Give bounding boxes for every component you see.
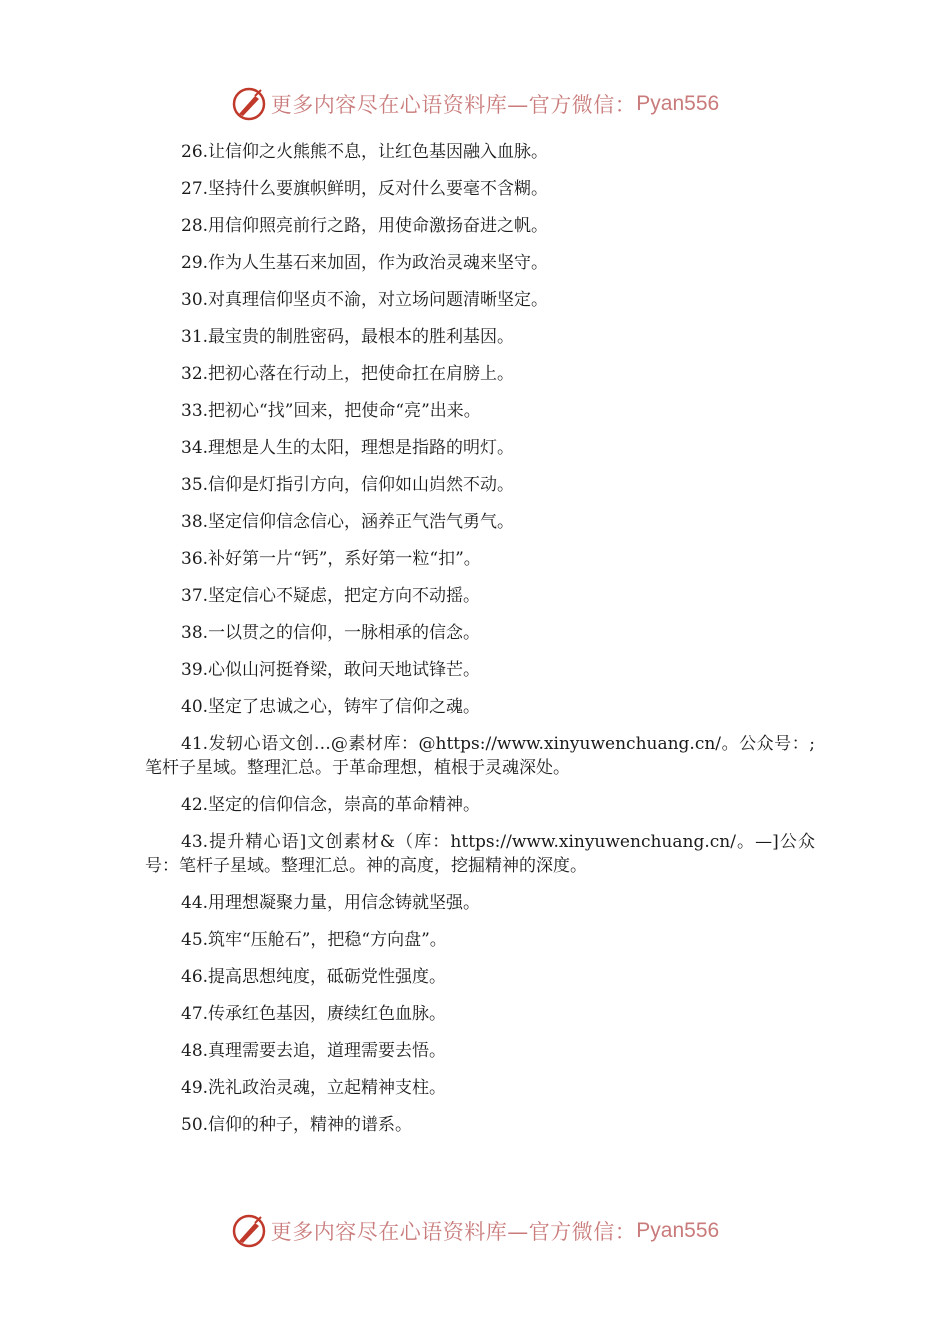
footer-banner [0,1211,950,1251]
list-item: 44.用理想凝聚力量，用信念铸就坚强。 [181,893,481,913]
list-item: 27.坚持什么要旗帜鲜明，反对什么要毫不含糊。 [181,179,549,199]
list-item: 43.提升精心语]文创素材&（库：https://www.xinyuwenchuang.cn/。—]公众号：笔杆子星域。整理汇总。神的高度，挖掘精神的深度。 [145,832,815,876]
header-banner [0,84,950,124]
slogan-list [145,140,815,1150]
list-item: 42.坚定的信仰信念，崇高的革命精神。 [181,795,481,815]
list-item: 29.作为人生基石来加固，作为政治灵魂来坚守。 [181,253,549,273]
wechat-id: Pyan556 [636,1219,720,1242]
banner-text: 更多内容尽在心语资料库—官方微信： [270,1220,637,1244]
list-item: 41.发轫心语文创…@素材库：@https://www.xinyuwenchuang.cn/。公众号：;笔杆子星域。整理汇总。于革命理想，植根于灵魂深处。 [145,734,815,778]
list-item: 45.筑牢“压舱石”，把稳“方向盘”。 [181,930,447,950]
wechat-id: Pyan556 [636,92,720,115]
quill-logo-icon [231,1213,267,1249]
list-item: 35.信仰是灯指引方向，信仰如山岿然不动。 [181,475,515,495]
list-item: 31.最宝贵的制胜密码，最根本的胜利基因。 [181,327,515,347]
list-item: 28.用信仰照亮前行之路，用使命激扬奋进之帆。 [181,216,549,236]
list-item: 37.坚定信心不疑虑，把定方向不动摇。 [181,586,481,606]
list-item: 50.信仰的种子，精神的谱系。 [181,1115,413,1135]
list-item: 26.让信仰之火熊熊不息，让红色基因融入血脉。 [181,142,549,162]
list-item: 34.理想是人生的太阳，理想是指路的明灯。 [181,438,515,458]
list-item: 39.心似山河挺脊梁，敢问天地试锋芒。 [181,660,481,680]
banner-text: 更多内容尽在心语资料库—官方微信： [270,93,637,117]
list-item: 49.洗礼政治灵魂，立起精神支柱。 [181,1078,447,1098]
list-item: 36.补好第一片“钙”，系好第一粒“扣”。 [181,549,481,569]
list-item: 38.一以贯之的信仰，一脉相承的信念。 [181,623,481,643]
list-item: 47.传承红色基因，赓续红色血脉。 [181,1004,447,1024]
list-item: 48.真理需要去追，道理需要去悟。 [181,1041,447,1061]
list-item: 38.坚定信仰信念信心，涵养正气浩气勇气。 [181,512,515,532]
list-item: 40.坚定了忠诚之心，铸牢了信仰之魂。 [181,697,481,717]
list-item: 33.把初心“找”回来，把使命“亮”出来。 [181,401,481,421]
list-item: 46.提高思想纯度，砥砺党性强度。 [181,967,447,987]
list-item: 30.对真理信仰坚贞不渝，对立场问题清晰坚定。 [181,290,549,310]
quill-logo-icon [231,86,267,122]
list-item: 32.把初心落在行动上，把使命扛在肩膀上。 [181,364,515,384]
